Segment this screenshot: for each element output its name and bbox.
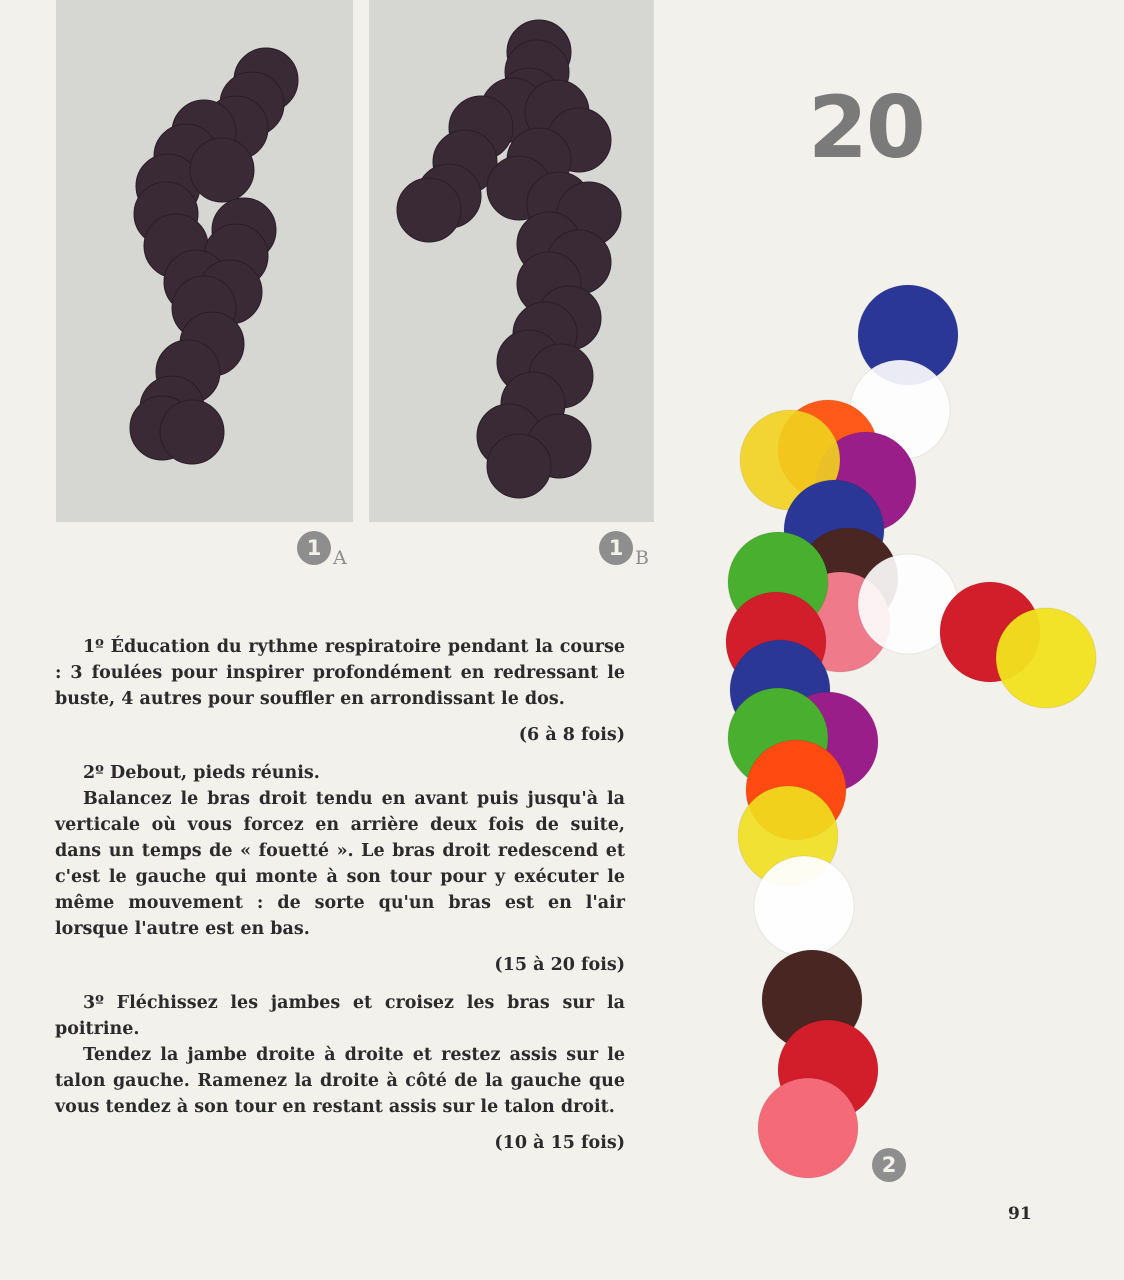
figure-label-2	[872, 1148, 906, 1182]
figure-label-1a	[297, 531, 347, 569]
exercise-3-repetitions: (10 à 15 fois)	[494, 1133, 625, 1153]
exercise-3-text: Tendez la jambe droite à droite et restez assis sur le talon gauche. Ramenez la droite à côté de la gauche que vous tendez à son tour en restant assis sur le talon droit.	[55, 1045, 625, 1117]
exercise-2-repetitions: (15 à 20 fois)	[494, 955, 625, 975]
exercise-2-title: 2º Debout, pieds réunis.	[83, 763, 320, 783]
figure-number-badge: 2	[872, 1148, 906, 1182]
disc	[996, 608, 1096, 708]
exercise-2-text: Balancez le bras droit tendu en avant puis jusqu'à la verticale où vous forcez en arrière deux fois de suite, dans un temps de « fouetté ». Le bras droit redescend et c'est le gauche qui monte à son tour pour y exécuter le même mouvement : de sorte qu'un bras est en l'air lorsque l'autre est en bas.	[55, 789, 625, 939]
colored-disc-figure	[700, 260, 1120, 1180]
figure-letter: B	[635, 547, 649, 569]
photo-figure-1b	[369, 0, 654, 522]
figure-letter: A	[333, 547, 347, 569]
page-number: 91	[1008, 1204, 1032, 1224]
chapter-number: 20	[808, 78, 924, 178]
disc	[758, 1078, 858, 1178]
figure-label-1b	[599, 531, 649, 569]
exercise-text	[55, 634, 625, 1168]
disc	[754, 856, 854, 956]
photo-figure-1a	[56, 0, 353, 522]
figure-number-badge: 1	[599, 531, 633, 565]
exercise-1-repetitions: (6 à 8 fois)	[518, 725, 625, 745]
figure-number-badge: 1	[297, 531, 331, 565]
dark-disc-figure-a	[56, 0, 353, 522]
exercise-1-text: 1º Éducation du rythme respiratoire pendant la course : 3 foulées pour inspirer profondément en redressant le buste, 4 autres pour souffler en arrondissant le dos.	[55, 637, 625, 709]
dark-disc-figure-b	[369, 0, 654, 522]
exercise-3-title: 3º Fléchissez les jambes et croisez les bras sur la poitrine.	[55, 993, 625, 1039]
